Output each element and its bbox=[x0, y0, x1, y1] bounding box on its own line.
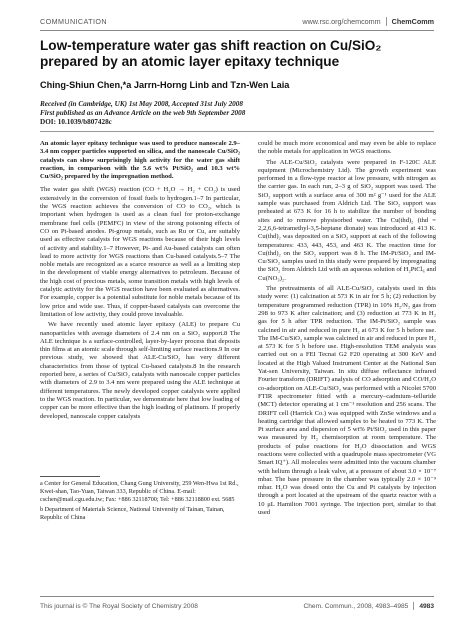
published-line: First published as an Advance Article on the web 9th September 2008 bbox=[40, 109, 246, 117]
footer-right bbox=[303, 602, 434, 610]
article-authors: Ching-Shiun Chen,*a Jarrn-Horng Linb and Tzn-Wen Laia bbox=[40, 80, 290, 90]
article-title: Low-temperature water gas shift reaction on Cu/SiO₂ prepared by an atomic layer epitaxy technique bbox=[40, 38, 382, 69]
footer-rule bbox=[40, 596, 434, 597]
body-paragraph: The water gas shift (WGS) reaction (CO + H₂O → H₂ + CO₂) is used extensively in the conversion of fossil fuels to hydrogen.1–7 In particular, the WGS reaction achieves the conversion of CO to CO₂, which is important when hydrogen is used as a clean fuel for proton-exchange membrane fuel cells (PEMFC) in view of the strong poisoning effects of CO on Pt-based anodes. Pt-group metals, such as Ru or Cu, are suitably used as effective catalysts for WGS reactions because of their high levels of activity and stability.1–7 However, Pt- and Au-based catalysts can often lead to more activity for WGS reactions than Cu-based catalysts.5–7 The noble metals are recognized as a scarce resource as well as a limiting step in the development of viable energy alternatives to petroleum. Because of the high cost of precious metals, some transition metals with high levels of catalytic activity for the WGS reaction have been evaluated as alternatives. For example, copper is a potential substitute for noble metals because of its low price and wide use. Thus, if copper-based catalysts can overcome the limitation of low activity, they could prove invaluable. bbox=[40, 186, 240, 318]
journal-url[interactable]: www.rsc.org/chemcomm bbox=[302, 16, 381, 26]
footer-divider bbox=[413, 602, 414, 610]
footnote-affiliation-b: b Department of Materials Science, National University of Tainan, Tainan, Republic of China bbox=[40, 506, 225, 522]
left-column bbox=[40, 140, 240, 423]
section-label: COMMUNICATION bbox=[40, 16, 107, 26]
body-paragraph: The ALE-Cu/SiO₂ catalysts were prepared in F-120C ALE equipment (Microchemistry Ltd). The growth experiment was performed in a flow-type reactor at low pressure, with nitrogen as the carrier gas. In each run, 2–3 g of SiO₂ support was used. The SiO₂ support with a surface area of 300 m² g⁻¹ used for the ALE sample was purchased from Aldrich Ltd. The SiO₂ support was preheated at 673 K for 16 h to stabilize the number of bonding sites and to remove physisorbed water. The Cu(thd)₂ (thd = 2,2,6,6-tetramethyl-3,5-heptane dionate) was introduced at 413 K. Cu(thd)₂ was deposited on a SiO₂ support at each of the following temperatures: 433, 443, 453, and 463 K. The reaction time for Cu(thd)₂ on the SiO₂ support was 8 h. The IM-Pt/SiO₂ and IM-Cu/SiO₂ samples used in this study were prepared by impregnating the SiO₂ from Aldrich Ltd with an aqueous solution of H₂PtCl₆ and Cu(NO₃)₂. bbox=[258, 158, 436, 282]
footnotes bbox=[40, 480, 240, 525]
article-history bbox=[40, 100, 440, 127]
page-number: 4983 bbox=[419, 602, 434, 610]
citation: Chem. Commun., 2008, 4983–4985 bbox=[303, 602, 409, 610]
header-rule bbox=[40, 30, 434, 31]
received-line: Received (in Cambridge, UK) 1st May 2008, Accepted 31st July 2008 bbox=[40, 100, 243, 108]
header-divider bbox=[386, 17, 387, 26]
copyright-notice: This journal is © The Royal Society of Chemistry 2008 bbox=[40, 602, 198, 610]
header-right bbox=[302, 17, 434, 26]
body-paragraph: could be much more economical and may even be able to replace the noble metals for application in WGS reactions. bbox=[258, 140, 436, 156]
right-column bbox=[258, 140, 436, 519]
footnote-rule bbox=[40, 476, 100, 477]
title-rule bbox=[40, 131, 434, 132]
abstract: An atomic layer epitaxy technique was used to produce nanoscale 2.9–3.4 nm copper particles supported on silica, and the nanoscale Cu/SiO₂ catalysts can show surprisingly high activity for the water gas shift reaction, in comparison with the 5.6 wt% Pt/SiO₂ and 10.3 wt% Cu/SiO₂ prepared by the impregnation method. bbox=[40, 140, 240, 181]
page-footer bbox=[40, 600, 434, 612]
page-header bbox=[40, 14, 434, 28]
body-paragraph: The pretreatments of all ALE-Cu/SiO₂ catalysts used in this study were: (1) calcination at 573 K in air for 5 h; (2) reduction by temperature programmed reduction (TPR) in 10% H₂/N₂ gas from 298 to 973 K after calcination; and (3) reduction at 773 K in H₂ gas for 5 h after TPR reduction. The IM-Pt/SiO₂ sample was calcined in air and reduced in pure H₂ at 673 K for 5 h before use. The IM-Cu/SiO₂ sample was calcined in air and reduced in pure H₂ at 573 K for 5 h before use. High-resolution TEM analysis was carried out on a FEI Tecnai G2 F20 operating at 300 KeV and located at the High Valued Instrument Center at the National Sun Yat-sen University, Taiwan. In situ diffuse reflectance infrared Fourier transform (DRIFT) analysis of CO adsorption and CO/H₂O co-adsorption on ALE-Cu/SiO₂ was performed with a Nicolet 5700 FTIR spectrometer fitted with a mercury–cadmium–telluride (MCT) detector operating at 1 cm⁻¹ resolution and 256 scans. The DRIFT cell (Harrick Co.) was equipped with ZnSe windows and a heating cartridge that allowed samples to be heated to 773 K. The Pt surface area and dispersion of 5 wt% Pt/SiO₂ used in this paper was measured by H₂ chemisorption at room temperature. The products of pulse reactions for H₂O dissociation and WGS reactions were collected with a quadrupole mass spectrometer (VG Smart IQ⁺). All molecules were admitted into the vacuum chamber with helium through a leak valve, at a pressure of about 3.0 × 10⁻⁷ mbar. The base pressure in the chamber was typically 2.0 × 10⁻⁹ mbar. H₂O was dosed onto the Cu and Pt catalysts by injection through a port located at the upstream of the quartz reactor with a 10 μL Hamilton 7001 syringe. The injection port, similar to that used bbox=[258, 285, 436, 517]
doi-line[interactable]: DOI: 10.1039/b807428c bbox=[40, 118, 112, 126]
body-paragraph: We have recently used atomic layer epitaxy (ALE) to prepare Cu nanoparticles with average diameters of 2.4 nm on a SiO₂ support.8 The ALE technique is a surface-controlled, layer-by-layer process that deposits thin films at an atomic scale through self-limiting surface reactions.9 In our previous study, we showed that ALE-Cu/SiO₂ has very different characteristics from those of typical Cu-based catalysts.8 In the research reported here, a series of Cu/SiO₂ catalysts with nanoscale copper particles with diameters of 2.9 to 3.4 nm were prepared using the ALE technique at different temperatures. The newly developed copper catalysts were applied to the WGS reaction. In particular, we demonstrate here that low loading of copper can be more effective than the high loading of platinum. If properly developed, nanoscale copper catalysts bbox=[40, 321, 240, 420]
journal-name: ChemComm bbox=[391, 16, 434, 26]
footnote-affiliation-a: a Center for General Education, Chang Gung University, 259 Wen-Hwa 1st Rd., Kwei-shan, Tao-Yuan, Taiwan 333, Republic of China. E-mail: cschen@mail.cgu.edu.tw; Fax: +886 32118700; Tel: +886 32118800 ext. 5685 bbox=[40, 480, 239, 503]
